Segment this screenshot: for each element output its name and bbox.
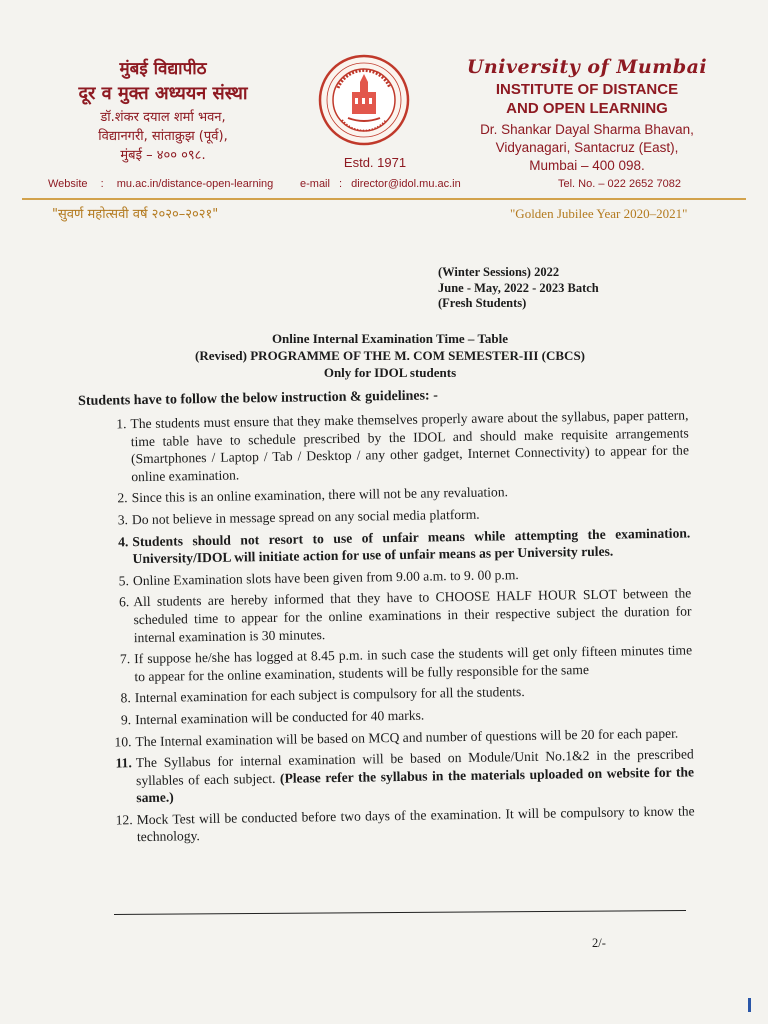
session-line: (Fresh Students)	[438, 296, 527, 310]
list-item: 3. Do not believe in message spread on any social media platform.	[117, 506, 480, 528]
jubilee-hindi: "सुवर्ण महोत्सवी वर्ष २०२०–२०२१"	[52, 207, 219, 222]
document-title	[110, 330, 670, 381]
hindi-address-line: विद्यानगरी, सांताक्रुझ (पूर्व),	[98, 129, 228, 144]
session-line: (Winter Sessions) 2022	[438, 265, 560, 279]
instructions-list	[78, 406, 695, 847]
session-line: June - May, 2022 - 2023 Batch	[438, 280, 599, 295]
list-item: 7. If suppose he/she has logged at 8.45 p.m. in such case the students will get only fifteen minutes time to appear for the online examination, students will be fully responsible for the same	[119, 642, 693, 684]
email-link[interactable]: director@idol.mu.ac.in	[351, 178, 461, 190]
email-label: e-mail	[300, 178, 330, 190]
instructions-section	[78, 384, 695, 851]
phone-contact	[558, 178, 681, 190]
website-contact: Website : mu.ac.in/distance-open-learning	[48, 178, 274, 190]
email-contact: e-mail : director@idol.mu.ac.in	[300, 178, 461, 190]
established-year: Estd. 1971	[343, 155, 407, 170]
list-item: 11. The Syllabus for internal examination will be based on Module/Unit No.1&2 in the prescribed syllables of each subject. (Please refer the syllabus in the materials uploaded on website for the same.)	[115, 746, 695, 806]
hindi-university-name: मुंबई विद्यापीठ	[119, 59, 207, 79]
address-line: Dr. Shankar Dayal Sharma Bhavan,	[480, 122, 694, 137]
title-line: Only for IDOL students	[323, 365, 457, 380]
hindi-institute-name: दूर व मुक्त अध्ययन संस्था	[78, 83, 248, 104]
jubilee-english: "Golden Jubilee Year 2020–2021"	[510, 206, 688, 221]
english-letterhead	[456, 56, 718, 175]
institute-name-line: AND OPEN LEARNING	[506, 100, 668, 117]
page-number: 2/-	[592, 936, 606, 950]
website-label: Website	[48, 178, 88, 190]
phone-label: Tel. No.	[558, 178, 596, 190]
address-line: Mumbai – 400 098.	[529, 158, 645, 173]
institute-seal-logo	[318, 54, 410, 146]
session-info	[438, 265, 599, 312]
title-line: Online Internal Examination Time – Table	[271, 331, 509, 346]
hindi-address-line: मुंबई – ४०० ०९८.	[120, 148, 206, 163]
title-line: (Revised) PROGRAMME OF THE M. COM SEMESTER-III (CBCS)	[195, 348, 585, 363]
letterhead-divider	[22, 198, 746, 200]
address-line: Vidyanagari, Santacruz (East),	[495, 140, 679, 155]
website-link[interactable]: mu.ac.in/distance-open-learning	[116, 178, 274, 190]
hindi-address-line: डॉ.शंकर दयाल शर्मा भवन,	[100, 110, 226, 125]
list-item: 10. The Internal examination will be based on MCQ and number of questions will be 20 for each paper.	[114, 725, 679, 749]
footer-divider	[114, 910, 686, 915]
instructions-heading: Students have to follow the below instruction & guidelines: -	[78, 388, 438, 409]
university-name: University of Mumbai	[466, 56, 708, 78]
list-item: 12. Mock Test will be conducted before two days of the examination. It will be compulsory to know the technology.	[115, 803, 695, 845]
list-item: 4. Students should not resort to use of unfair means while attempting the examination. University/IDOL will initiate action for use of unfair means as per University rules.	[118, 524, 691, 567]
phone-number: – 022 2652 7082	[598, 178, 681, 190]
list-item: 5. Online Examination slots have been given from 9.00 a.m. to 9. 00 p.m.	[118, 566, 519, 589]
list-item: 8. Internal examination for each subject is compulsory for all the students.	[120, 684, 525, 706]
institute-name-line: INSTITUTE OF DISTANCE	[495, 81, 679, 98]
list-item: 9. Internal examination will be conducted for 40 marks.	[120, 707, 425, 728]
hindi-letterhead	[48, 56, 278, 165]
list-item: 1. The students must ensure that they make themselves properly aware about the syllabus, paper pattern, time table have to schedule prescribed by the IDOL and should make requisite arrangements (Smartphones / Laptop / Tab / Desktop / any other gadget, Internet Connectivity) to appear for the online examination.	[116, 407, 690, 484]
scan-mark	[744, 996, 754, 1014]
list-item: 6. All students are hereby informed that they have to CHOOSE HALF HOUR SLOT between the scheduled time to appear for the online examinations in their respective subject the duration for internal examination is 30 minutes.	[118, 585, 692, 645]
list-item: 2. Since this is an online examination, there will not be any revaluation.	[117, 484, 509, 506]
